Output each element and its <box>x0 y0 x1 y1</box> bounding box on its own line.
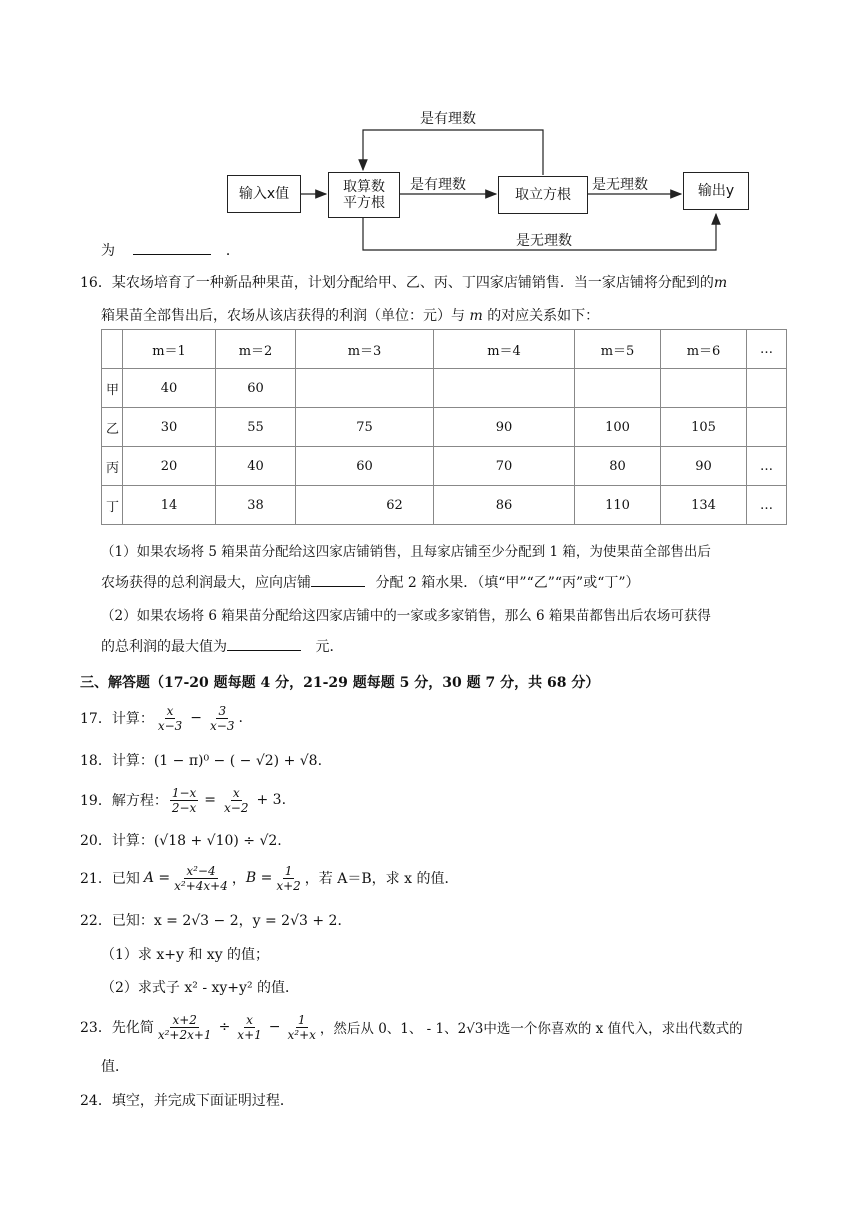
table-header-cell: m＝2 <box>216 330 296 369</box>
table-row <box>102 408 787 447</box>
q16-text-line2a: 箱果苗全部售出后，农场从该店获得的利润（单位：元）与 <box>101 308 465 324</box>
table-cell: 75 <box>296 408 434 447</box>
q16-sub1-line2 <box>101 572 640 592</box>
q21-text-a: 已知 <box>111 871 140 887</box>
q24-text: 填空，并完成下面证明过程． <box>111 1093 294 1109</box>
table-header-cell: m＝3 <box>296 330 434 369</box>
q19-fraction-2: $\frac{x}{x-2}$ <box>224 785 249 815</box>
table-cell <box>661 369 747 408</box>
table-cell: 90 <box>434 408 575 447</box>
table-header-cell <box>102 330 123 369</box>
q23-text-b: ，然后从 0、1、 - 1、2√3中选一个你喜欢的 x 值代入，求出代数式的 <box>319 1021 743 1037</box>
table-cell <box>296 369 434 408</box>
table-row-head: 丁 <box>102 486 123 525</box>
q16-sub2-blank[interactable] <box>227 636 301 651</box>
q16-number: 16． <box>80 275 112 291</box>
q21: 21． 已知 A = $\frac{\text{x²−4}}{\text{x²+4x+4}}$ ， B = $\frac{1}{x+2}$ ， 若 A＝B，求 x 的值． <box>80 863 459 893</box>
table-cell <box>434 369 575 408</box>
table-cell: 86 <box>434 486 575 525</box>
q16-line2 <box>101 305 599 325</box>
q22-number: 22． <box>80 913 112 929</box>
q16-line1 <box>80 272 727 292</box>
table-cell: 80 <box>575 447 661 486</box>
profit-table <box>101 329 787 525</box>
q20-number: 20． <box>80 833 112 849</box>
q16-sub1-blank[interactable] <box>311 572 365 587</box>
q22-sub1: （1）求 x+y 和 xy 的值； <box>101 947 270 963</box>
q24 <box>80 1090 294 1110</box>
q17: 17． 计算： $\frac{x}{x-3}$ − $\frac{3}{x-3}$ . <box>80 703 243 733</box>
q19-fraction-1: $\frac{1-x}{2-x}$ <box>171 785 197 815</box>
table-row-head: 丙 <box>102 447 123 486</box>
table-cell: 38 <box>216 486 296 525</box>
table-cell: 90 <box>661 447 747 486</box>
table-cell: 14 <box>123 486 216 525</box>
q21-fraction-b: $\frac{1}{x+2}$ <box>276 863 301 893</box>
flow-output-label: 输出y <box>697 183 735 199</box>
table-row-head: 乙 <box>102 408 123 447</box>
q21-fraction-a: $\frac{\text{x²−4}}{\text{x²+4x+4}}$ <box>174 863 228 893</box>
table-cell: 55 <box>216 408 296 447</box>
table-cell: … <box>747 447 787 486</box>
section-3-heading: 三、解答题（17-20 题每题 4 分，21-29 题每题 5 分，30 题 7 分，共 68 分） <box>80 675 600 691</box>
table-cell: 60 <box>216 369 296 408</box>
flow-input-box <box>227 175 301 213</box>
q15-prefix: 为 <box>101 243 115 259</box>
flow-sqrt-label-1: 取算数 <box>343 179 385 195</box>
q23-fraction-1: $\frac{x+2}{\text{x²+2x+1}}$ <box>157 1012 212 1042</box>
table-cell: 70 <box>434 447 575 486</box>
q21-number: 21． <box>80 871 112 887</box>
q15-suffix: ． <box>225 243 240 259</box>
q17-fraction-2: $\frac{3}{x-3}$ <box>210 703 235 733</box>
q16-sub2-line2 <box>101 636 343 656</box>
q23-number: 23． <box>80 1020 112 1036</box>
q23-fraction-2: $\frac{x}{x+1}$ <box>237 1012 262 1042</box>
q18 <box>80 750 322 770</box>
flow-cbrt-box <box>498 176 588 214</box>
table-cell: 60 <box>296 447 434 486</box>
table-row <box>102 486 787 525</box>
table-cell: 100 <box>575 408 661 447</box>
table-header-cell: m＝5 <box>575 330 661 369</box>
flow-sqrt-box <box>328 172 400 218</box>
table-cell <box>575 369 661 408</box>
q16-sub2-text-a: 的总利润的最大值为 <box>101 639 227 655</box>
q21-text-b: 若 A＝B，求 x 的值． <box>318 871 459 887</box>
q20 <box>80 830 282 850</box>
flowchart-arrows <box>0 0 868 260</box>
q22 <box>80 910 351 930</box>
table-cell: 20 <box>123 447 216 486</box>
table-header-cell: m＝4 <box>434 330 575 369</box>
flow-bottom-label: 是无理数 <box>516 233 572 249</box>
q16-sub2-line1: （2）如果农场将 6 箱果苗分配给这四家店铺中的一家或多家销售，那么 6 箱果苗都售出后农场可获得 <box>101 608 711 624</box>
q15-answer-line <box>101 240 240 260</box>
flow-sqrt-label-2: 平方根 <box>343 195 385 211</box>
table-cell: 110 <box>575 486 661 525</box>
table-cell: 40 <box>216 447 296 486</box>
q17-text: 计算： <box>111 711 154 727</box>
q19: 19． 解方程： $\frac{1-x}{2-x}$ = $\frac{x}{x-2}$ + 3. <box>80 785 287 815</box>
table-header-row <box>102 330 787 369</box>
table-row-head: 甲 <box>102 369 123 408</box>
q24-number: 24． <box>80 1093 112 1109</box>
table-cell: 105 <box>661 408 747 447</box>
q23-fraction-3: $\frac{1}{\text{x²+x}}$ <box>287 1012 316 1042</box>
q23-text-c: 值． <box>101 1059 129 1075</box>
q17-fraction-1: $\frac{x}{x-3}$ <box>157 703 183 733</box>
q16-m-var: m <box>713 275 728 291</box>
q15-blank[interactable] <box>133 240 211 255</box>
table-cell: 40 <box>123 369 216 408</box>
table-header-cell: m＝6 <box>661 330 747 369</box>
q16-sub1-line1: （1）如果农场将 5 箱果苗分配给这四家店铺销售，且每家店铺至少分配到 1 箱，为使果苗全部售出后 <box>101 544 711 560</box>
table-row <box>102 447 787 486</box>
flow-input-label: 输入x值 <box>238 186 290 202</box>
flow-output-box <box>683 172 749 210</box>
q23-text-a: 先化简 <box>111 1020 154 1036</box>
q16-text-line1: 某农场培育了一种新品种果苗，计划分配给甲、乙、丙、丁四家店铺销售．当一家店铺将分配到的 <box>111 275 714 291</box>
q19-text: 解方程： <box>111 793 168 809</box>
q22-sub2: （2）求式子 x² - xy+y² 的值． <box>101 980 300 996</box>
q20-text: 计算：(√18 + √10) ÷ √2. <box>111 833 282 849</box>
q23: 23． 先化简 $\frac{x+2}{\text{x²+2x+1}}$ ÷ $\frac{x}{x+1}$ − $\frac{1}{\text{x²+x}}$ ，然后从 0、1、 - 1、2√3中选一个你喜欢的 x 值代入，求出代数式的 <box>80 1012 743 1042</box>
table-cell: 62 <box>296 486 434 525</box>
q16-m-var-2: m <box>469 308 483 324</box>
table-header-cell: m＝1 <box>123 330 216 369</box>
q19-number: 19． <box>80 793 112 809</box>
q17-number: 17． <box>80 711 112 727</box>
table-cell <box>747 369 787 408</box>
table-cell: 134 <box>661 486 747 525</box>
table-cell: 30 <box>123 408 216 447</box>
q18-number: 18． <box>80 753 112 769</box>
q18-text: 计算：(1 − π)⁰ − ( − √2) + √8. <box>111 753 323 769</box>
flow-loop-label: 是有理数 <box>420 111 476 127</box>
q16-sub2-text-b: 元． <box>315 639 344 655</box>
table-cell <box>747 408 787 447</box>
flow-cbrt-label: 取立方根 <box>515 187 571 203</box>
q16-sub1-text-a: 农场获得的总利润最大，应向店铺 <box>101 575 311 591</box>
q16-sub1-text-b: 分配 2 箱水果．（填“甲”“乙”“丙”或“丁”） <box>375 575 640 591</box>
q22-text: 已知：x = 2√3 − 2，y = 2√3 + 2． <box>111 913 352 929</box>
table-row <box>102 369 787 408</box>
q16-text-line2b: 的对应关系如下： <box>487 308 600 324</box>
table-cell: … <box>747 486 787 525</box>
table-header-cell: … <box>747 330 787 369</box>
flow-mid-label: 是有理数 <box>410 177 466 193</box>
flow-right-label: 是无理数 <box>592 177 648 193</box>
